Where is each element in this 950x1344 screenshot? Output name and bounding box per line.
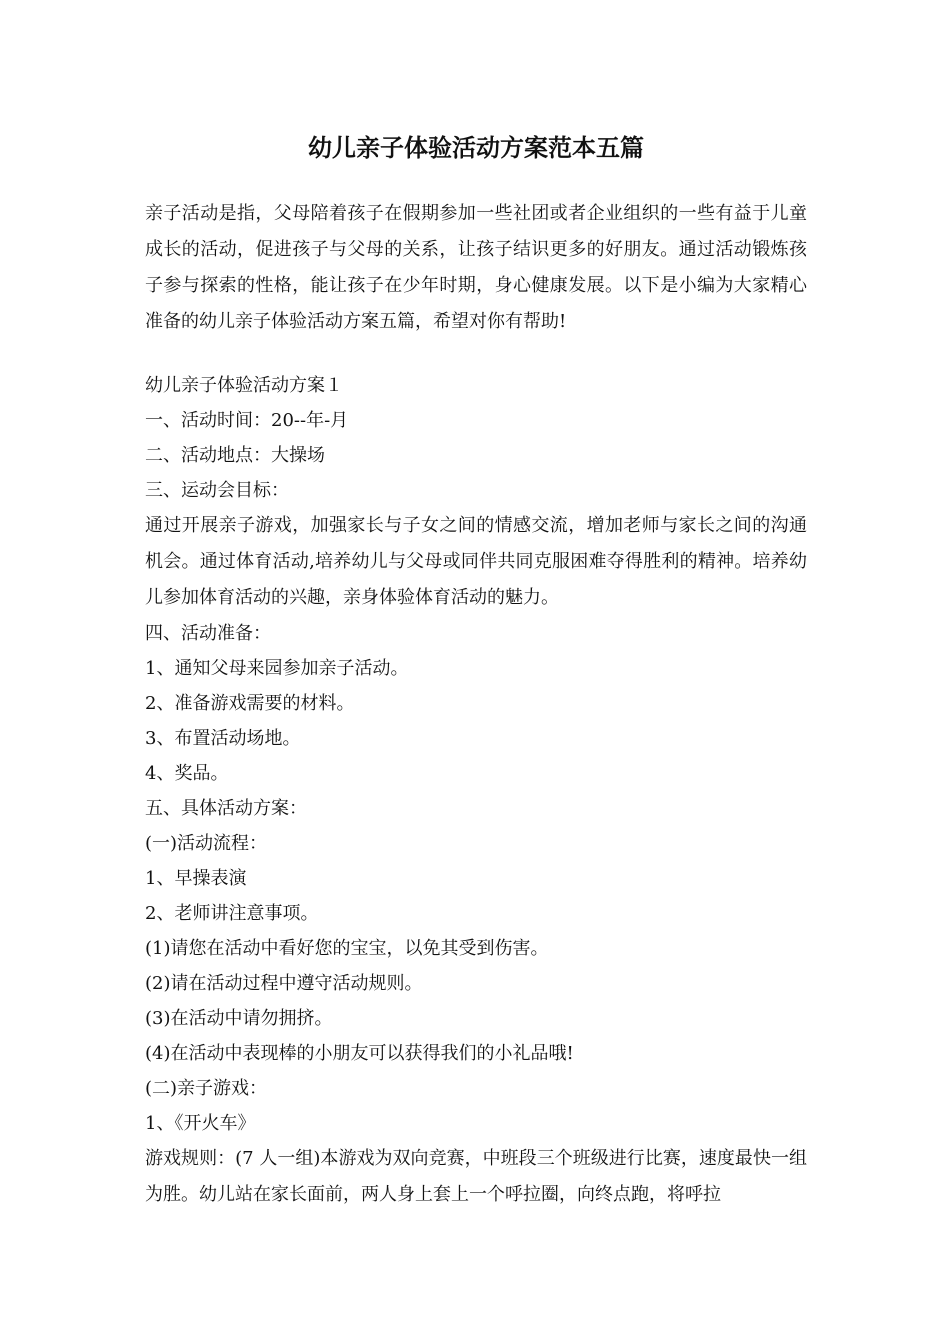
plan-heading: 五、具体活动方案： xyxy=(145,798,307,819)
list-item: (2)请在活动过程中遵守活动规则。 xyxy=(145,973,423,994)
list-item: 3、布置活动场地。 xyxy=(145,728,301,749)
list-item: (3)在活动中请勿拥挤。 xyxy=(145,1008,333,1029)
list-item: 1、通知父母来园参加亲子活动。 xyxy=(145,658,409,679)
game-title: 1、《开火车》 xyxy=(145,1113,256,1134)
document-page xyxy=(145,128,807,1213)
list-item: 1、早操表演 xyxy=(145,868,247,889)
list-item: 4、奖品。 xyxy=(145,763,229,784)
intro-paragraph: 亲子活动是指，父母陪着孩子在假期参加一些社团或者企业组织的一些有益于儿童成长的活动，促进孩子与父母的关系，让孩子结识更多的好朋友。通过活动锻炼孩子参与探索的性格，能让孩子在少年时期，身心健康发展。以下是小编为大家精心准备的幼儿亲子体验活动方案五篇，希望对你有帮助! xyxy=(145,203,807,332)
list-item: (1)请您在活动中看好您的宝宝，以免其受到伤害。 xyxy=(145,938,549,959)
activity-place: 二、活动地点：大操场 xyxy=(145,445,325,466)
prep-heading: 四、活动准备： xyxy=(145,623,271,644)
section-plan-1 xyxy=(145,368,807,1213)
goal-heading: 三、运动会目标： xyxy=(145,480,289,501)
section-heading: 幼儿亲子体验活动方案１ xyxy=(145,375,343,396)
games-heading: (二)亲子游戏： xyxy=(145,1078,268,1099)
document-title: 幼儿亲子体验活动方案范本五篇 xyxy=(308,133,644,162)
flow-heading: (一)活动流程： xyxy=(145,833,268,854)
goal-paragraph: 通过开展亲子游戏，加强家长与子女之间的情感交流，增加老师与家长之间的沟通机会。通过体育活动,培养幼儿与父母或同伴共同克服困难夺得胜利的精神。培养幼儿参加体育活动的兴趣，亲身体验体育活动的魅力。 xyxy=(145,515,807,608)
activity-time: 一、活动时间：20--年-月 xyxy=(145,410,349,431)
list-item: (4)在活动中表现棒的小朋友可以获得我们的小礼品哦! xyxy=(145,1043,574,1064)
game-rules-paragraph: 游戏规则：(7 人一组)本游戏为双向竞赛，中班段三个班级进行比赛，速度最快一组为胜。幼儿站在家长面前，两人身上套上一个呼拉圈，向终点跑，将呼拉 xyxy=(145,1148,807,1205)
list-item: 2、老师讲注意事项。 xyxy=(145,903,319,924)
list-item: 2、准备游戏需要的材料。 xyxy=(145,693,355,714)
